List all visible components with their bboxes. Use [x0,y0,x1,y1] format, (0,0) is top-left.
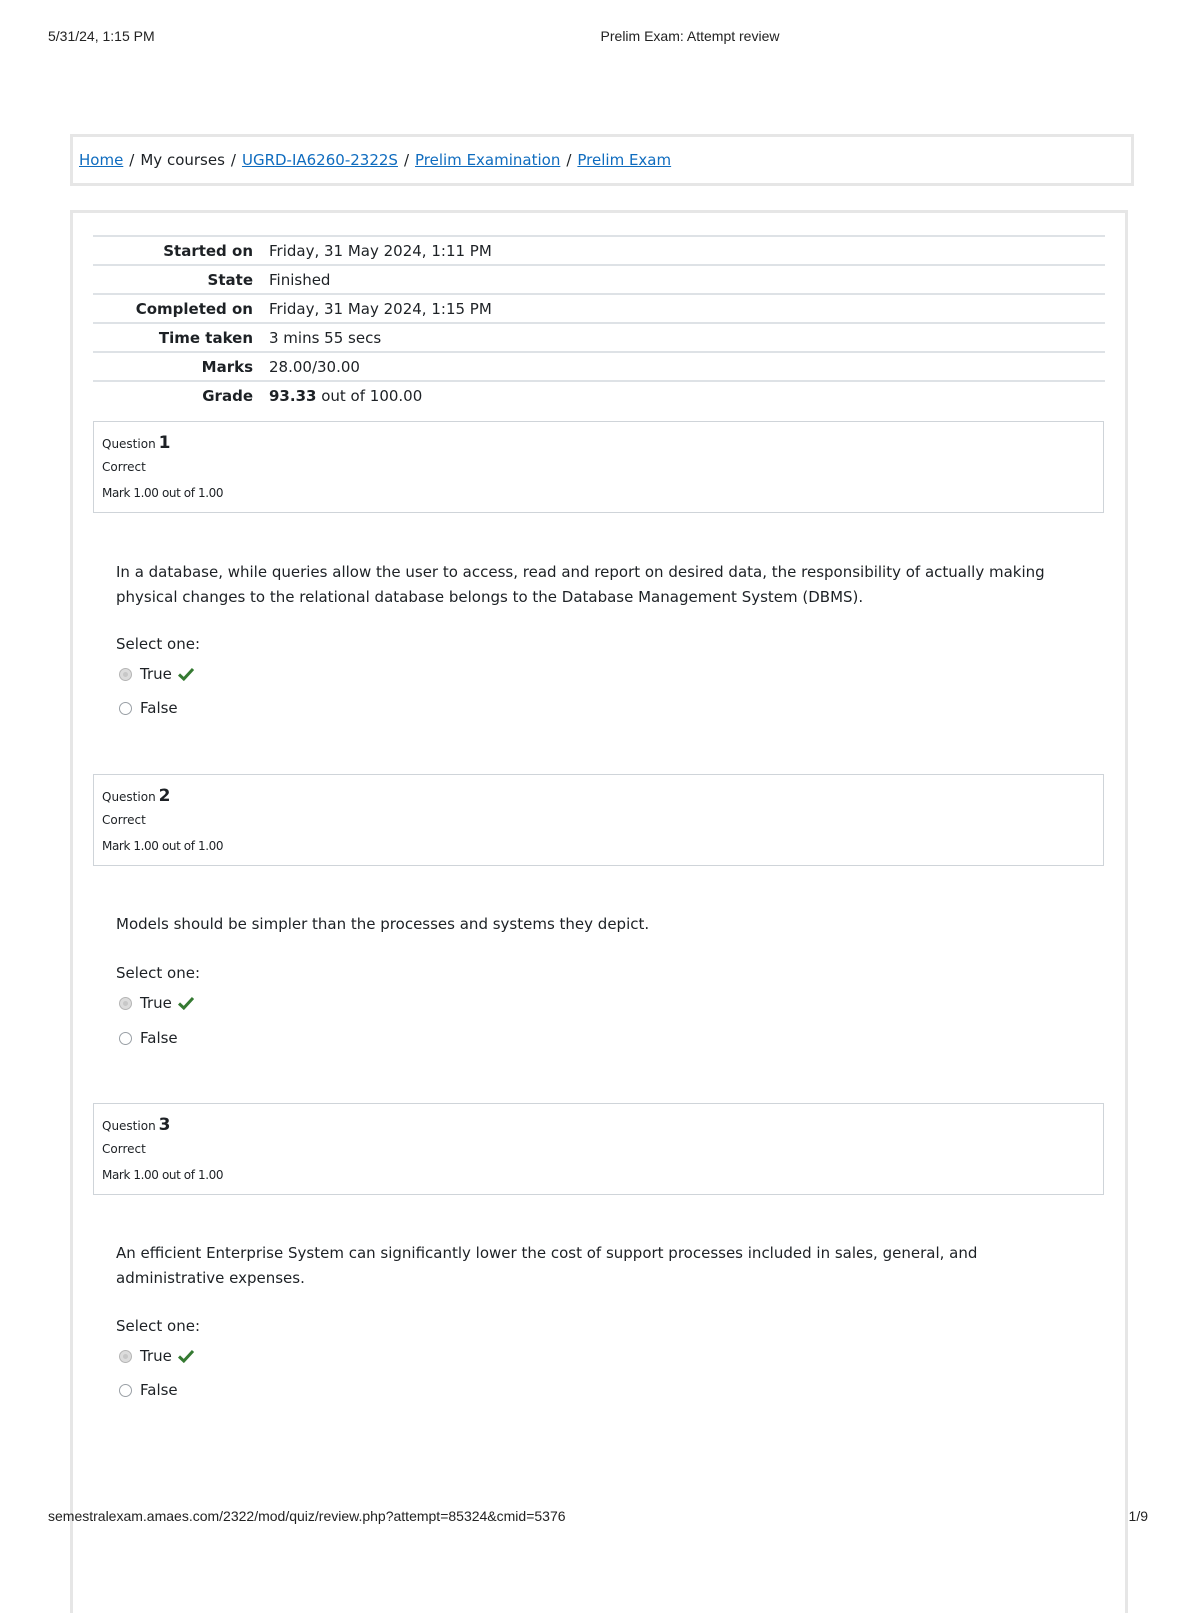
question-label: Question [102,790,156,804]
checkmark-icon [178,1349,194,1363]
completed-on-value: Friday, 31 May 2024, 1:15 PM [269,299,492,318]
question-number: 3 [158,1115,171,1135]
question-text: Models should be simpler than the processes and systems they depict. [116,915,650,933]
answer-label: True [140,994,172,1012]
summary-row-grade [93,381,1105,409]
state-label: State [207,270,253,289]
answer-option-true[interactable] [119,1345,194,1367]
answer-label: False [140,1381,178,1399]
answer-option-true[interactable] [119,663,194,685]
question-mark: Mark 1.00 out of 1.00 [102,486,224,500]
question-number: 1 [158,433,171,453]
summary-row-completed [93,294,1105,323]
started-on-label: Started on [163,241,253,260]
radio-button[interactable] [119,1350,132,1363]
radio-button[interactable] [119,1384,132,1397]
question-state: Correct [102,813,146,827]
question-info-box [93,774,1104,866]
breadcrumb-my-courses: My courses [140,151,225,169]
summary-row-time [93,323,1105,352]
question-info-box [93,421,1104,513]
breadcrumb-separator: / [403,151,409,169]
answer-label: False [140,699,178,717]
question-label: Question [102,1119,156,1133]
radio-button[interactable] [119,668,132,681]
question-number: 2 [158,786,171,806]
question-text: An efficient Enterprise System can significantly lower the cost of support processes included in sales, general, and administrative expenses. [116,1244,978,1287]
radio-button[interactable] [119,1032,132,1045]
state-value: Finished [269,270,331,289]
grade-value-cell [261,381,1105,409]
grade-suffix: out of 100.00 [316,386,423,405]
answer-option-false[interactable] [119,1379,178,1401]
marks-label: Marks [201,357,253,376]
breadcrumb-section-link[interactable]: Prelim Examination [415,151,561,169]
question-label: Question [102,437,156,451]
marks-value: 28.00/30.00 [269,357,360,376]
question-mark: Mark 1.00 out of 1.00 [102,839,224,853]
question-text: In a database, while queries allow the user to access, read and report on desired data, the responsibility of actually making physical changes to the relational database belongs to the Database Management System (DBMS). [116,563,1045,606]
grade-label: Grade [202,386,253,405]
answer-option-true[interactable] [119,992,194,1014]
radio-button[interactable] [119,702,132,715]
print-datetime: 5/31/24, 1:15 PM [48,28,155,44]
question-state: Correct [102,460,146,474]
breadcrumb-course-link[interactable]: UGRD-IA6260-2322S [241,151,398,169]
breadcrumb-separator: / [129,151,135,169]
select-one-prompt: Select one: [116,635,201,653]
started-on-value: Friday, 31 May 2024, 1:11 PM [269,241,492,260]
print-page-number: 1/9 [1128,1508,1148,1524]
breadcrumb [70,134,1134,186]
select-one-prompt: Select one: [116,1317,201,1335]
time-taken-label: Time taken [158,328,253,347]
answer-option-false[interactable] [119,697,178,719]
summary-row-marks [93,352,1105,381]
breadcrumb-separator: / [230,151,236,169]
breadcrumb-home-link[interactable]: Home [79,151,124,169]
answer-option-false[interactable] [119,1027,178,1049]
grade-value: 93.33 [269,386,317,405]
answer-label: True [140,665,172,683]
breadcrumb-separator: / [566,151,572,169]
answer-label: True [140,1347,172,1365]
breadcrumb-quiz-link[interactable]: Prelim Exam [577,151,672,169]
attempt-summary-table [93,235,1105,409]
summary-row-started [93,236,1105,265]
answer-label: False [140,1029,178,1047]
question-info-box [93,1103,1104,1195]
radio-button[interactable] [119,997,132,1010]
question-state: Correct [102,1142,146,1156]
checkmark-icon [178,996,194,1010]
select-one-prompt: Select one: [116,964,201,982]
question-mark: Mark 1.00 out of 1.00 [102,1168,224,1182]
completed-on-label: Completed on [135,299,253,318]
summary-row-state [93,265,1105,294]
checkmark-icon [178,667,194,681]
print-title: Prelim Exam: Attempt review [600,28,780,44]
time-taken-value: 3 mins 55 secs [269,328,382,347]
print-url: semestralexam.amaes.com/2322/mod/quiz/review.php?attempt=85324&cmid=5376 [48,1508,566,1524]
